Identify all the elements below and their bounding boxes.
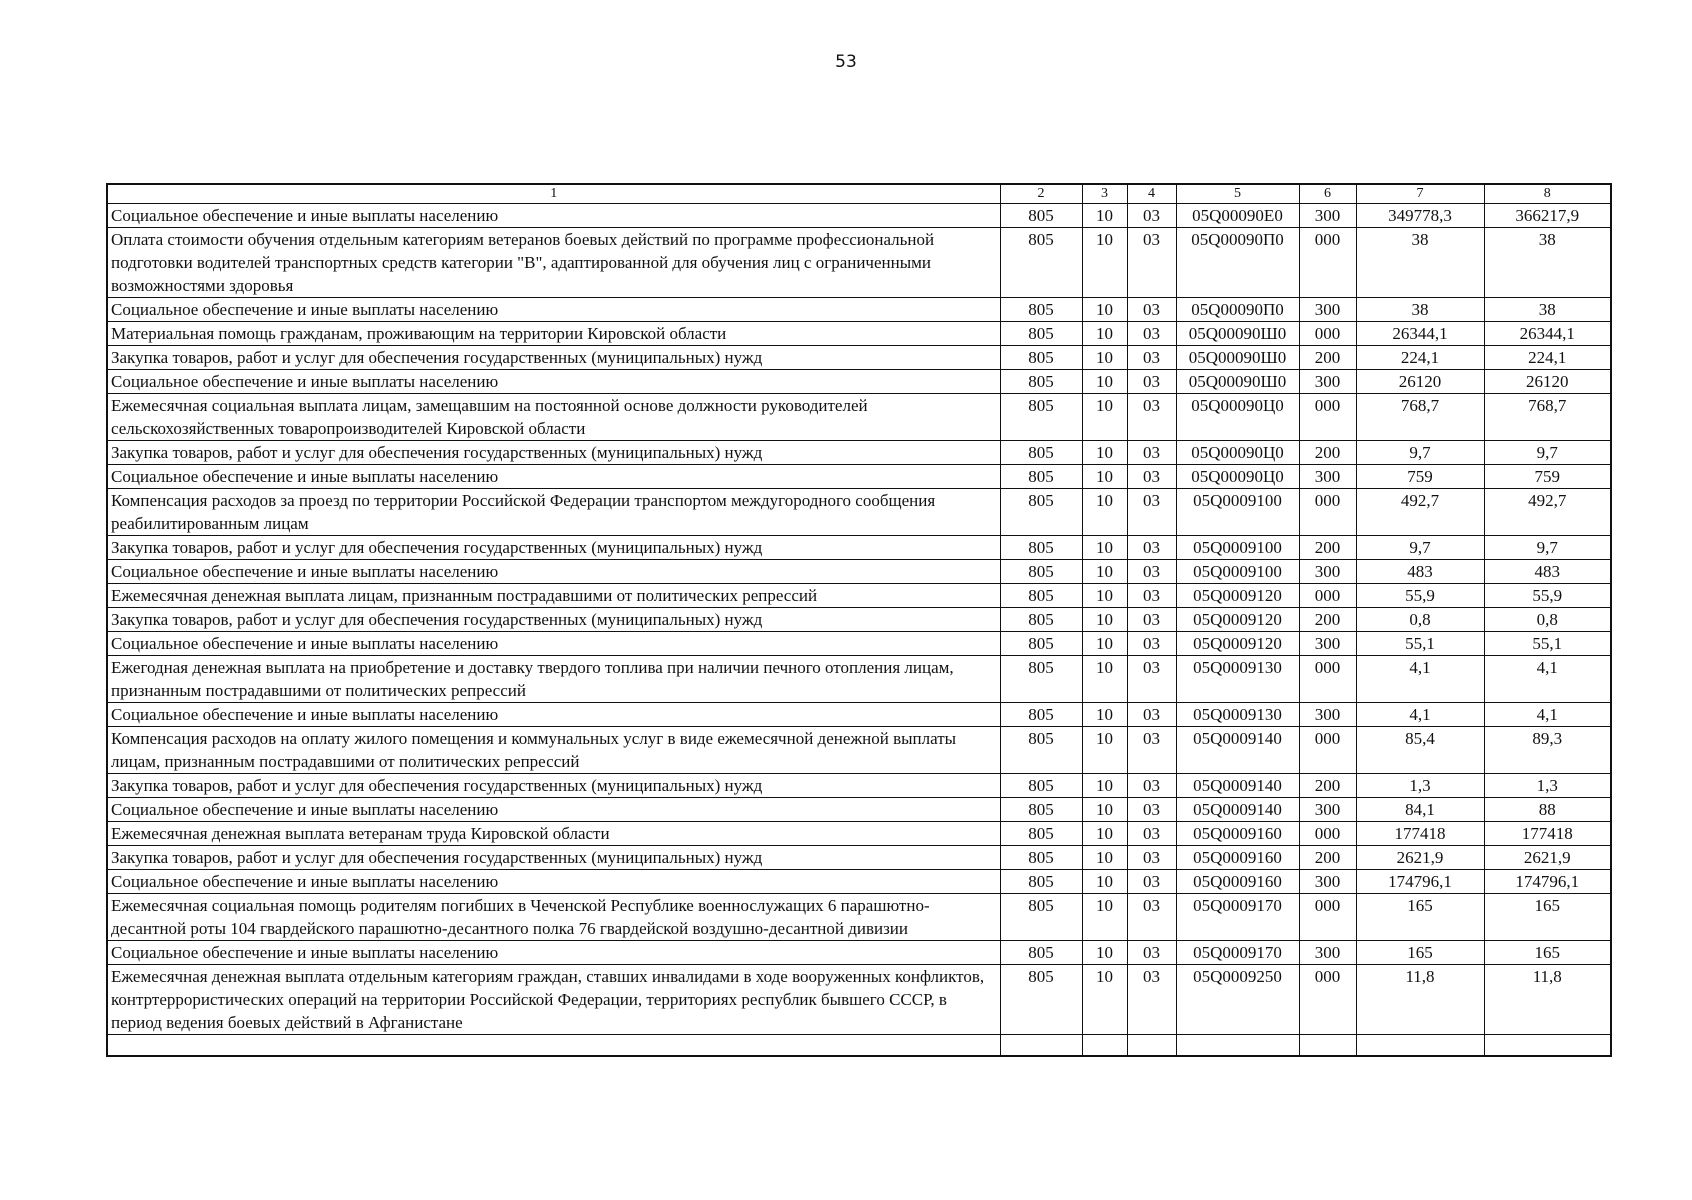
row-pr-cell: 03	[1127, 370, 1176, 394]
row-pr-cell: 03	[1127, 584, 1176, 608]
row-gr-cell: 805	[1000, 894, 1082, 941]
row-name-cell: Социальное обеспечение и иные выплаты населению	[107, 560, 1000, 584]
row-name-cell: Закупка товаров, работ и услуг для обеспечения государственных (муниципальных) нужд	[107, 774, 1000, 798]
column-header: 1	[107, 184, 1000, 204]
row-vr-cell: 000	[1299, 965, 1356, 1035]
row-gr-cell: 805	[1000, 346, 1082, 370]
row-vr-cell: 000	[1299, 656, 1356, 703]
row-csr-cell: 05Q0009140	[1176, 798, 1299, 822]
row-pr-cell: 03	[1127, 941, 1176, 965]
table-row	[107, 632, 1611, 656]
row-rz-cell: 10	[1082, 727, 1127, 774]
row-rz-cell: 10	[1082, 465, 1127, 489]
row-gr-cell: 805	[1000, 370, 1082, 394]
row-sum1-cell: 2621,9	[1356, 846, 1484, 870]
row-sum2-cell: 88	[1484, 798, 1611, 822]
row-vr-cell: 200	[1299, 774, 1356, 798]
row-vr-cell: 200	[1299, 608, 1356, 632]
row-sum1-cell: 11,8	[1356, 965, 1484, 1035]
row-csr-cell: 05Q0009120	[1176, 584, 1299, 608]
row-gr-cell: 805	[1000, 941, 1082, 965]
row-csr-cell: 05Q0009100	[1176, 536, 1299, 560]
row-rz-cell: 10	[1082, 298, 1127, 322]
row-pr-cell: 03	[1127, 298, 1176, 322]
row-sum2-cell: 1,3	[1484, 774, 1611, 798]
table-row	[107, 965, 1611, 1035]
page-number: 53	[835, 52, 857, 72]
row-csr-cell: 05Q0009160	[1176, 846, 1299, 870]
row-csr-cell: 05Q00090П0	[1176, 228, 1299, 298]
row-pr-cell: 03	[1127, 632, 1176, 656]
row-pr-cell: 03	[1127, 703, 1176, 727]
row-pr-cell: 03	[1127, 965, 1176, 1035]
row-name-cell: Социальное обеспечение и иные выплаты населению	[107, 703, 1000, 727]
row-sum1-cell: 768,7	[1356, 394, 1484, 441]
row-csr-cell: 05Q00090Ц0	[1176, 441, 1299, 465]
row-pr-cell: 03	[1127, 870, 1176, 894]
row-csr-cell: 05Q0009130	[1176, 656, 1299, 703]
row-csr-cell: 05Q0009100	[1176, 489, 1299, 536]
row-name-cell: Ежемесячная социальная выплата лицам, замещавшим на постоянной основе должности руководителей сельскохозяйственных товаропроизводителей Кировской области	[107, 394, 1000, 441]
row-sum1-cell: 9,7	[1356, 441, 1484, 465]
table-row	[107, 656, 1611, 703]
row-csr-cell: 05Q0009140	[1176, 727, 1299, 774]
column-header: 6	[1299, 184, 1356, 204]
row-name-cell: Материальная помощь гражданам, проживающим на территории Кировской области	[107, 322, 1000, 346]
row-rz-cell: 10	[1082, 394, 1127, 441]
row-rz-cell: 10	[1082, 774, 1127, 798]
row-pr-cell: 03	[1127, 560, 1176, 584]
row-sum2-cell: 224,1	[1484, 346, 1611, 370]
row-vr-cell: 000	[1299, 394, 1356, 441]
table-row	[107, 228, 1611, 298]
row-csr-cell: 05Q0009170	[1176, 941, 1299, 965]
row-csr-cell: 05Q00090E0	[1176, 204, 1299, 228]
row-gr-cell: 805	[1000, 656, 1082, 703]
row-pr-cell: 03	[1127, 322, 1176, 346]
row-name-cell: Ежемесячная социальная помощь родителям погибших в Чеченской Республике военнослужащих 6 парашютно-десантной роты 104 гвардейского парашютно-десантного полка 76 гвардейской воздушно-десантной дивизии	[107, 894, 1000, 941]
row-gr-cell: 805	[1000, 322, 1082, 346]
row-csr-cell: 05Q0009130	[1176, 703, 1299, 727]
row-vr-cell: 200	[1299, 441, 1356, 465]
table-row	[107, 204, 1611, 228]
row-sum1-cell: 9,7	[1356, 536, 1484, 560]
table-row	[107, 774, 1611, 798]
row-sum1-cell: 177418	[1356, 822, 1484, 846]
row-pr-cell: 03	[1127, 536, 1176, 560]
row-sum2-cell: 2621,9	[1484, 846, 1611, 870]
row-sum1-cell: 483	[1356, 560, 1484, 584]
table-row	[107, 441, 1611, 465]
row-sum2-cell: 4,1	[1484, 703, 1611, 727]
row-csr-cell: 05Q0009120	[1176, 632, 1299, 656]
row-gr-cell: 805	[1000, 536, 1082, 560]
row-name-cell: Социальное обеспечение и иные выплаты населению	[107, 370, 1000, 394]
row-rz-cell: 10	[1082, 870, 1127, 894]
row-sum1-cell: 55,9	[1356, 584, 1484, 608]
column-header: 7	[1356, 184, 1484, 204]
row-csr-cell: 05Q0009140	[1176, 774, 1299, 798]
row-rz-cell: 10	[1082, 941, 1127, 965]
row-sum1-cell: 4,1	[1356, 703, 1484, 727]
row-pr-cell: 03	[1127, 656, 1176, 703]
row-vr-cell: 000	[1299, 322, 1356, 346]
row-sum2-cell: 492,7	[1484, 489, 1611, 536]
table-row	[107, 727, 1611, 774]
row-name-cell: Социальное обеспечение и иные выплаты населению	[107, 204, 1000, 228]
row-gr-cell: 805	[1000, 228, 1082, 298]
row-csr-cell: 05Q0009160	[1176, 822, 1299, 846]
row-sum1-cell: 349778,3	[1356, 204, 1484, 228]
row-sum1-cell: 1,3	[1356, 774, 1484, 798]
table-row	[107, 798, 1611, 822]
table-row	[107, 489, 1611, 536]
row-rz-cell: 10	[1082, 536, 1127, 560]
row-pr-cell: 03	[1127, 228, 1176, 298]
row-name-cell: Закупка товаров, работ и услуг для обеспечения государственных (муниципальных) нужд	[107, 346, 1000, 370]
row-gr-cell: 805	[1000, 632, 1082, 656]
row-name-cell: Социальное обеспечение и иные выплаты населению	[107, 298, 1000, 322]
row-rz-cell: 10	[1082, 441, 1127, 465]
row-csr-cell: 05Q0009160	[1176, 870, 1299, 894]
row-sum2-cell: 366217,9	[1484, 204, 1611, 228]
row-csr-cell: 05Q00090Ш0	[1176, 322, 1299, 346]
spacer-cell	[107, 1035, 1000, 1057]
row-pr-cell: 03	[1127, 204, 1176, 228]
row-sum2-cell: 759	[1484, 465, 1611, 489]
table-row	[107, 536, 1611, 560]
row-sum2-cell: 174796,1	[1484, 870, 1611, 894]
row-csr-cell: 05Q0009100	[1176, 560, 1299, 584]
row-sum1-cell: 224,1	[1356, 346, 1484, 370]
spacer-cell	[1000, 1035, 1082, 1057]
table-row	[107, 822, 1611, 846]
row-csr-cell: 05Q00090Ц0	[1176, 465, 1299, 489]
table-row	[107, 465, 1611, 489]
row-vr-cell: 000	[1299, 584, 1356, 608]
column-header: 8	[1484, 184, 1611, 204]
row-pr-cell: 03	[1127, 774, 1176, 798]
table-row	[107, 941, 1611, 965]
row-sum2-cell: 9,7	[1484, 536, 1611, 560]
spacer-cell	[1484, 1035, 1611, 1057]
row-gr-cell: 805	[1000, 965, 1082, 1035]
spacer-cell	[1299, 1035, 1356, 1057]
row-sum2-cell: 38	[1484, 298, 1611, 322]
row-rz-cell: 10	[1082, 560, 1127, 584]
row-rz-cell: 10	[1082, 322, 1127, 346]
column-header: 4	[1127, 184, 1176, 204]
row-rz-cell: 10	[1082, 632, 1127, 656]
row-name-cell: Закупка товаров, работ и услуг для обеспечения государственных (муниципальных) нужд	[107, 441, 1000, 465]
row-rz-cell: 10	[1082, 798, 1127, 822]
row-pr-cell: 03	[1127, 441, 1176, 465]
row-name-cell: Социальное обеспечение и иные выплаты населению	[107, 941, 1000, 965]
row-csr-cell: 05Q0009120	[1176, 608, 1299, 632]
row-sum2-cell: 11,8	[1484, 965, 1611, 1035]
row-vr-cell: 300	[1299, 703, 1356, 727]
row-vr-cell: 300	[1299, 798, 1356, 822]
row-name-cell: Ежемесячная денежная выплата отдельным категориям граждан, ставших инвалидами в ходе вооруженных конфликтов, контртеррористических операций на территории Российской Федерации, территориях республик бывшего СССР, в период ведения боевых действий в Афганистане	[107, 965, 1000, 1035]
budget-table	[106, 183, 1612, 1057]
table-row	[107, 370, 1611, 394]
row-sum2-cell: 165	[1484, 894, 1611, 941]
column-header: 5	[1176, 184, 1299, 204]
row-pr-cell: 03	[1127, 489, 1176, 536]
row-pr-cell: 03	[1127, 608, 1176, 632]
row-sum1-cell: 4,1	[1356, 656, 1484, 703]
row-vr-cell: 300	[1299, 560, 1356, 584]
table-body	[107, 204, 1611, 1057]
row-sum2-cell: 89,3	[1484, 727, 1611, 774]
row-sum2-cell: 177418	[1484, 822, 1611, 846]
row-sum1-cell: 26120	[1356, 370, 1484, 394]
row-csr-cell: 05Q00090Ш0	[1176, 370, 1299, 394]
row-vr-cell: 000	[1299, 489, 1356, 536]
row-rz-cell: 10	[1082, 489, 1127, 536]
row-name-cell: Социальное обеспечение и иные выплаты населению	[107, 632, 1000, 656]
row-name-cell: Социальное обеспечение и иные выплаты населению	[107, 798, 1000, 822]
column-header: 2	[1000, 184, 1082, 204]
row-vr-cell: 000	[1299, 822, 1356, 846]
row-rz-cell: 10	[1082, 228, 1127, 298]
row-rz-cell: 10	[1082, 346, 1127, 370]
row-rz-cell: 10	[1082, 204, 1127, 228]
row-sum2-cell: 26344,1	[1484, 322, 1611, 346]
row-rz-cell: 10	[1082, 584, 1127, 608]
row-pr-cell: 03	[1127, 727, 1176, 774]
row-name-cell: Социальное обеспечение и иные выплаты населению	[107, 870, 1000, 894]
row-rz-cell: 10	[1082, 894, 1127, 941]
row-vr-cell: 000	[1299, 228, 1356, 298]
row-name-cell: Ежегодная денежная выплата на приобретение и доставку твердого топлива при наличии печного отопления лицам, признанным пострадавшими от политических репрессий	[107, 656, 1000, 703]
table-row	[107, 846, 1611, 870]
row-csr-cell: 05Q00090П0	[1176, 298, 1299, 322]
row-gr-cell: 805	[1000, 846, 1082, 870]
row-sum1-cell: 55,1	[1356, 632, 1484, 656]
row-rz-cell: 10	[1082, 846, 1127, 870]
row-gr-cell: 805	[1000, 608, 1082, 632]
row-pr-cell: 03	[1127, 394, 1176, 441]
row-vr-cell: 300	[1299, 204, 1356, 228]
row-sum1-cell: 84,1	[1356, 798, 1484, 822]
row-sum1-cell: 165	[1356, 894, 1484, 941]
row-vr-cell: 300	[1299, 632, 1356, 656]
row-gr-cell: 805	[1000, 204, 1082, 228]
row-rz-cell: 10	[1082, 703, 1127, 727]
row-gr-cell: 805	[1000, 798, 1082, 822]
row-vr-cell: 300	[1299, 298, 1356, 322]
row-rz-cell: 10	[1082, 965, 1127, 1035]
row-name-cell: Закупка товаров, работ и услуг для обеспечения государственных (муниципальных) нужд	[107, 608, 1000, 632]
row-pr-cell: 03	[1127, 465, 1176, 489]
row-sum2-cell: 55,9	[1484, 584, 1611, 608]
row-gr-cell: 805	[1000, 441, 1082, 465]
row-sum1-cell: 38	[1356, 228, 1484, 298]
row-sum1-cell: 492,7	[1356, 489, 1484, 536]
row-csr-cell: 05Q0009170	[1176, 894, 1299, 941]
table-row	[107, 870, 1611, 894]
row-name-cell: Ежемесячная денежная выплата ветеранам труда Кировской области	[107, 822, 1000, 846]
spacer-cell	[1127, 1035, 1176, 1057]
row-sum2-cell: 165	[1484, 941, 1611, 965]
table-row	[107, 346, 1611, 370]
row-gr-cell: 805	[1000, 394, 1082, 441]
table-row	[107, 322, 1611, 346]
row-vr-cell: 300	[1299, 870, 1356, 894]
row-gr-cell: 805	[1000, 774, 1082, 798]
row-gr-cell: 805	[1000, 298, 1082, 322]
row-csr-cell: 05Q00090Ш0	[1176, 346, 1299, 370]
row-sum1-cell: 174796,1	[1356, 870, 1484, 894]
row-sum2-cell: 26120	[1484, 370, 1611, 394]
table-row	[107, 298, 1611, 322]
row-rz-cell: 10	[1082, 370, 1127, 394]
spacer-cell	[1356, 1035, 1484, 1057]
row-sum1-cell: 0,8	[1356, 608, 1484, 632]
row-sum2-cell: 55,1	[1484, 632, 1611, 656]
row-csr-cell: 05Q00090Ц0	[1176, 394, 1299, 441]
row-vr-cell: 300	[1299, 465, 1356, 489]
row-sum1-cell: 38	[1356, 298, 1484, 322]
table-row	[107, 894, 1611, 941]
row-gr-cell: 805	[1000, 703, 1082, 727]
row-sum1-cell: 26344,1	[1356, 322, 1484, 346]
table-header-row	[107, 184, 1611, 204]
spacer-cell	[1082, 1035, 1127, 1057]
row-pr-cell: 03	[1127, 798, 1176, 822]
row-sum1-cell: 759	[1356, 465, 1484, 489]
row-gr-cell: 805	[1000, 584, 1082, 608]
row-vr-cell: 300	[1299, 370, 1356, 394]
row-sum2-cell: 4,1	[1484, 656, 1611, 703]
row-sum2-cell: 768,7	[1484, 394, 1611, 441]
row-name-cell: Компенсация расходов за проезд по территории Российской Федерации транспортом междугородного сообщения реабилитированным лицам	[107, 489, 1000, 536]
row-pr-cell: 03	[1127, 894, 1176, 941]
table-row-spacer	[107, 1035, 1611, 1057]
row-name-cell: Закупка товаров, работ и услуг для обеспечения государственных (муниципальных) нужд	[107, 846, 1000, 870]
column-header: 3	[1082, 184, 1127, 204]
table-row	[107, 394, 1611, 441]
row-name-cell: Компенсация расходов на оплату жилого помещения и коммунальных услуг в виде ежемесячной денежной выплаты лицам, признанным пострадавшими от политических репрессий	[107, 727, 1000, 774]
row-gr-cell: 805	[1000, 489, 1082, 536]
row-name-cell: Социальное обеспечение и иные выплаты населению	[107, 465, 1000, 489]
row-vr-cell: 000	[1299, 894, 1356, 941]
row-pr-cell: 03	[1127, 822, 1176, 846]
table-row	[107, 560, 1611, 584]
table-row	[107, 608, 1611, 632]
row-sum2-cell: 483	[1484, 560, 1611, 584]
row-pr-cell: 03	[1127, 846, 1176, 870]
row-vr-cell: 300	[1299, 941, 1356, 965]
row-gr-cell: 805	[1000, 465, 1082, 489]
row-name-cell: Ежемесячная денежная выплата лицам, признанным пострадавшими от политических репрессий	[107, 584, 1000, 608]
row-vr-cell: 200	[1299, 536, 1356, 560]
row-pr-cell: 03	[1127, 346, 1176, 370]
row-gr-cell: 805	[1000, 822, 1082, 846]
row-rz-cell: 10	[1082, 656, 1127, 703]
row-sum2-cell: 9,7	[1484, 441, 1611, 465]
row-vr-cell: 200	[1299, 346, 1356, 370]
row-sum1-cell: 85,4	[1356, 727, 1484, 774]
row-sum2-cell: 38	[1484, 228, 1611, 298]
row-rz-cell: 10	[1082, 608, 1127, 632]
row-sum1-cell: 165	[1356, 941, 1484, 965]
row-gr-cell: 805	[1000, 870, 1082, 894]
row-sum2-cell: 0,8	[1484, 608, 1611, 632]
row-name-cell: Оплата стоимости обучения отдельным категориям ветеранов боевых действий по программе профессиональной подготовки водителей транспортных средств категории "В", адаптированной для обучения лиц с ограниченными возможностями здоровья	[107, 228, 1000, 298]
row-rz-cell: 10	[1082, 822, 1127, 846]
spacer-cell	[1176, 1035, 1299, 1057]
row-vr-cell: 000	[1299, 727, 1356, 774]
row-gr-cell: 805	[1000, 560, 1082, 584]
table-row	[107, 584, 1611, 608]
row-vr-cell: 200	[1299, 846, 1356, 870]
table-row	[107, 703, 1611, 727]
row-name-cell: Закупка товаров, работ и услуг для обеспечения государственных (муниципальных) нужд	[107, 536, 1000, 560]
row-gr-cell: 805	[1000, 727, 1082, 774]
row-csr-cell: 05Q0009250	[1176, 965, 1299, 1035]
